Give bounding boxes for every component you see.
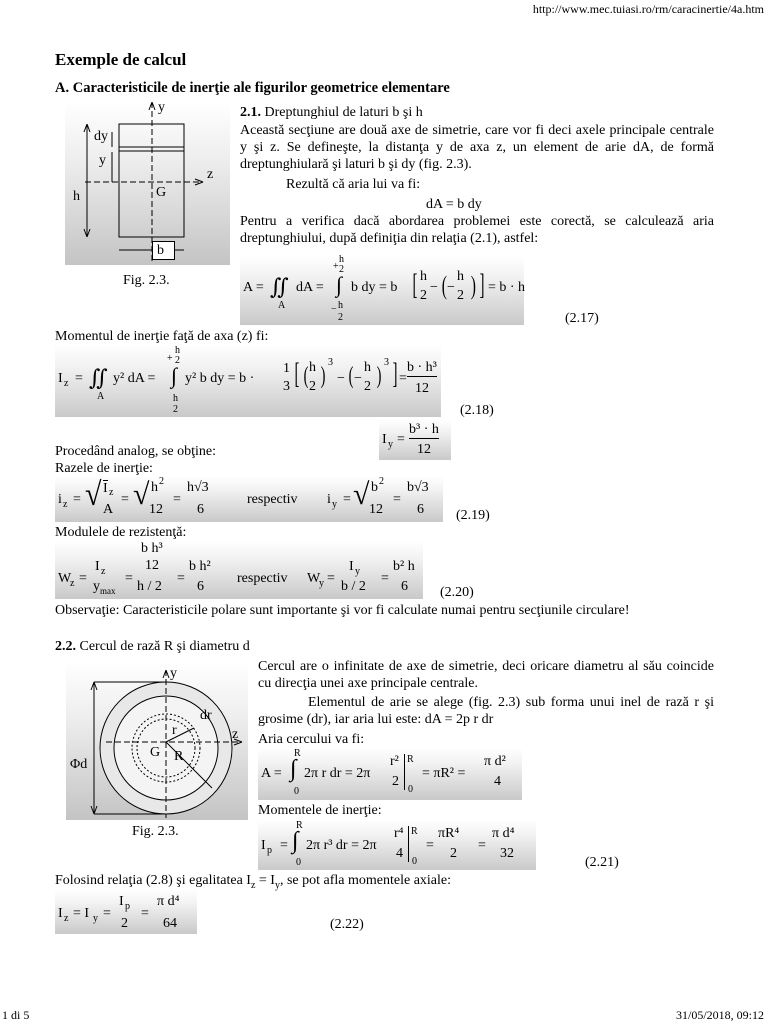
eq-dA: dA = b dy: [426, 197, 482, 212]
module-text: Modulele de rezistenţă:: [55, 525, 187, 540]
fig-label-y: y: [158, 100, 165, 115]
fig-label-G: G: [156, 185, 167, 200]
eq-number-2-21: (2.21): [585, 855, 619, 870]
formula-Ip: I p = R ∫ 0 2π r³ dr = 2π r⁴ 4 R 0 = πR⁴ 2 = π d⁴ 32: [258, 820, 536, 870]
eq-number-2-19: (2.19): [456, 508, 490, 523]
fig-label-y-dist: y: [99, 153, 106, 168]
fig2-label-phid: Φd: [70, 757, 88, 772]
page-title: Exemple de calcul: [55, 50, 187, 69]
folosind-text: Folosind relaţia (2.8) şi egalitatea $I_z = I_y$, se pot afla momentele axiale:: [55, 873, 452, 891]
fig-label-h: h: [73, 189, 80, 204]
s21-heading: 2.1. Dreptunghiul de laturi b şi h: [240, 105, 423, 120]
circle-figure: [66, 662, 248, 820]
formula-circle-area: A = R ∫ 0 2π r dr = 2π r² 2 R 0 = πR² = π d² 4: [258, 748, 522, 800]
aria-text: Aria cercului va fi:: [258, 732, 365, 747]
formula-2-18: I z = ∬ A y² dA = + h 2 ∫ h 2 y² b dy = b · 1 3 [ ( h 2 ) 3 − ( − h 2 ) 3 ] = b · h³ 12: [55, 345, 441, 417]
moment-text: Momentul de inerţie faţă de axa (z) fi:: [55, 329, 269, 344]
footer-datetime: 31/05/2018, 09:12: [675, 1008, 764, 1022]
fig2-label-z: z: [232, 727, 239, 742]
header-url: http://www.mec.tuiasi.ro/rm/caracinertie/4a.htm: [532, 2, 764, 16]
eq-number-2-22: (2.22): [330, 917, 364, 932]
fig-caption-circle: Fig. 2.3.: [132, 824, 179, 839]
observation-text: Observaţie: Caracteristicile polare sunt importante şi vor fi calculate numai pentru secţiunile circulare!: [55, 603, 630, 618]
formula-2-22: I z = I y = I p 2 = π d⁴ 64: [55, 890, 197, 934]
s21-paragraph-1: Această secţiune are două axe de simetrie, care vor fi deci axele principale centrale y şi z. Se defineşte, la distanţa y de axa z, un element de arie dA, de formă dreptunghiulară şi laturi b şi dy (fig. 2.3).: [240, 123, 714, 172]
fig2-label-r: r: [172, 723, 177, 738]
formula-Iy: I y = b³ · h 12: [379, 420, 451, 460]
momente-text: Momentele de inerţie:: [258, 803, 382, 818]
fig2-label-y: y: [170, 666, 177, 681]
formula-2-19: i z = √ I z A = √ h 2 12 = h√3 6 respectiv i y = √ b 2 12 = b√3 6: [55, 476, 443, 522]
fig2-label-R: R: [174, 749, 184, 764]
eq-number-2-17: (2.17): [565, 311, 599, 326]
eq-number-2-20: (2.20): [440, 585, 474, 600]
formula-2-17: A = ∬ A dA = + h 2 ∫ − h 2 b dy = b [ h 2 − ( − h 2 ) ] = b · h: [240, 256, 524, 325]
s22-heading: 2.2. Cercul de rază R şi diametru d: [55, 639, 250, 654]
razele-text: Razele de inerţie:: [55, 461, 153, 476]
formula-2-20: W z = I z y max = b h³ 12 h / 2 = b h² 6 respectiv W y = I y b / 2 = b² h 6: [55, 541, 423, 599]
rectangle-diagram: [65, 102, 230, 265]
section-a-heading: A. Caracteristicile de inerţie ale figurilor geometrice elementare: [55, 80, 450, 96]
s21-paragraph-2: Rezultă că aria lui va fi:: [286, 177, 421, 192]
circle-diagram: [66, 662, 248, 820]
s21-paragraph-3: Pentru a verifica dacă abordarea problemei este corectă, se calculează aria dreptunghiului, după definiţia din relaţia (2.1), astfel:: [240, 214, 714, 246]
fig-label-z: z: [207, 167, 214, 182]
rectangle-figure: [65, 102, 230, 265]
fig-caption-rect: Fig. 2.3.: [123, 273, 170, 288]
analog-text: Procedând analog, se obţine:: [55, 444, 216, 459]
fig2-label-G: G: [150, 745, 161, 760]
eq-number-2-18: (2.18): [460, 403, 494, 418]
footer-page: 1 di 5: [2, 1008, 30, 1022]
fig-label-dy: dy: [94, 129, 108, 144]
fig2-label-dr: dr: [200, 708, 212, 723]
s22-paragraph-2: Elementul de arie se alege (fig. 2.3) sub forma unui inel de rază r şi grosime (dr), iar aria lui este: dA = 2p r dr: [258, 695, 714, 727]
s22-paragraph-1: Cercul are o infinitate de axe de simetrie, deci oricare diametru al său coincide cu direcţia unei axe principale centrale.: [258, 659, 714, 691]
fig-label-b: b: [152, 241, 175, 260]
